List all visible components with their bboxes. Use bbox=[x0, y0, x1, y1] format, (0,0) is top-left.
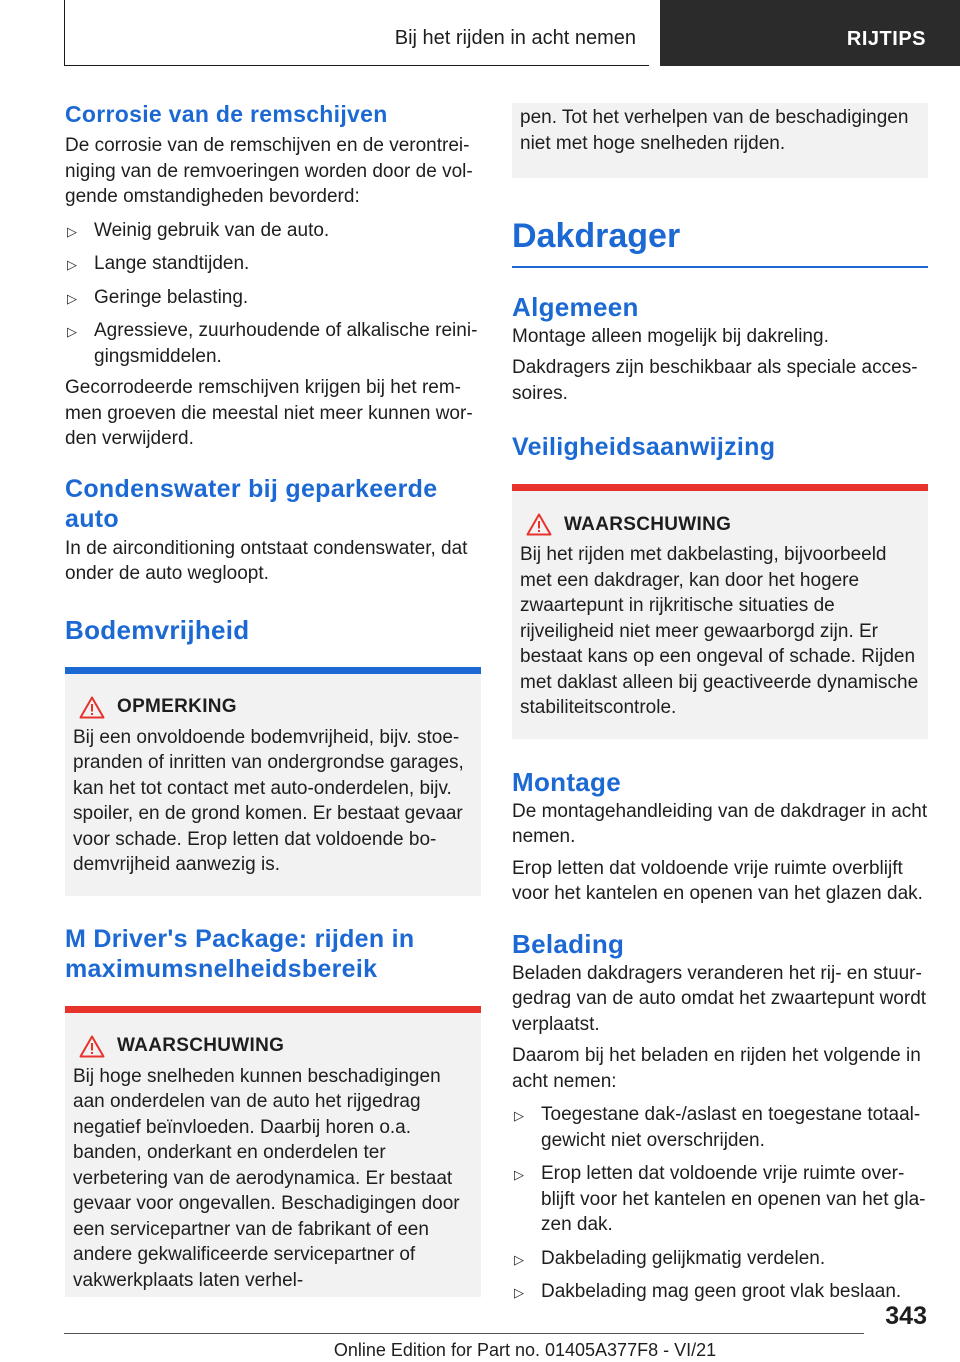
footer-divider bbox=[64, 1333, 864, 1334]
warning-box-mdp bbox=[65, 1006, 481, 1298]
left-column bbox=[65, 100, 481, 1297]
heading-veiligheidsaanwijzing: Veiligheidsaanwijzing bbox=[512, 433, 776, 461]
paragraph-belading-2: Daarom bij het beladen en rijden het volgende in acht nemen: bbox=[512, 1045, 921, 1092]
triangle-bullet-icon: ▷ bbox=[514, 1251, 524, 1267]
triangle-bullet-icon: ▷ bbox=[514, 1108, 524, 1123]
paragraph-montage-2: Erop letten dat voldoende vrije ruimte overblijft voor het kantelen en openen van het glazen dak. bbox=[512, 857, 923, 904]
triangle-bullet-icon: ▷ bbox=[67, 290, 77, 306]
list-item: ▷ Toegestane dak-/aslast en toegestane totaalgewicht niet overschrijden. bbox=[514, 1104, 921, 1151]
triangle-bullet-icon: ▷ bbox=[67, 223, 77, 239]
list-item: ▷ Dakbelading gelijkmatig verdelen. bbox=[512, 1246, 928, 1272]
list-item: ▷ Lange standtijden. bbox=[65, 251, 481, 277]
heading-condens: Condenswater bij geparkeerde auto bbox=[65, 474, 438, 533]
heading-underline bbox=[512, 266, 928, 268]
triangle-bullet-icon: ▷ bbox=[67, 324, 77, 339]
list-item: ▷ Weinig gebruik van de auto. bbox=[65, 218, 481, 244]
warning-triangle-icon bbox=[526, 513, 552, 536]
triangle-bullet-icon: ▷ bbox=[514, 1167, 524, 1182]
triangle-bullet-icon: ▷ bbox=[514, 1285, 524, 1300]
list-item: ▷ Geringe belasting. bbox=[65, 285, 481, 311]
heading-bodemvrijheid: Bodemvrijheid bbox=[65, 614, 250, 645]
right-column bbox=[512, 103, 928, 1305]
warning-title: WAARSCHUWING bbox=[117, 1035, 285, 1056]
chapter-tab bbox=[660, 0, 960, 66]
header-section-title: Bij het rijden in acht nemen bbox=[394, 27, 636, 49]
heading-m-drivers-package: M Driver's Package: rijden in maximumsnelheidsbereik bbox=[65, 924, 415, 983]
heading-algemeen: Algemeen bbox=[512, 291, 639, 322]
page-number: 343 bbox=[885, 1302, 927, 1330]
warning-box-continuation bbox=[512, 103, 928, 178]
paragraph-condens: In de airconditioning ontstaat condenswater, dat onder de auto wegloopt. bbox=[65, 537, 468, 584]
list-item: ▷ Agressieve, zuurhoudende of alkalische reinigingsmiddelen. bbox=[67, 320, 478, 367]
warning-triangle-icon bbox=[79, 1035, 105, 1058]
paragraph-corrosie-intro: De corrosie van de remschijven en de verontreiniging van de remvoeringen worden door de volgende omstandigheden bevorderd: bbox=[65, 135, 473, 207]
warning-text-continued: pen. Tot het verhelpen van de beschadigingen niet met hoge snelheden rijden. bbox=[520, 107, 909, 154]
warning-text: Bij hoge snelheden kunnen beschadigingen aan onderdelen van de auto het rijgedrag negatief beïnvloeden. Daarbij horen o.a. banden, onderkant en onderdelen ter verbetering van de aerodynamica. Er bestaat gevaar voor ongevallen. Beschadigingen door een servicepartner van de fabrikant of een andere gekwalificeerde servicepartner of vakwerkplaats laten verhel- bbox=[73, 1065, 460, 1291]
warning-title: WAARSCHUWING bbox=[564, 513, 732, 535]
paragraph-corrosie-outro: Gecorrodeerde remschijven krijgen bij het remmen groeven die meestal niet meer kunnen worden verwijderd. bbox=[65, 377, 473, 449]
heading-dakdrager: Dakdrager bbox=[512, 217, 681, 255]
page-header bbox=[0, 0, 960, 66]
list-item: ▷ Dakbelading mag geen groot vlak beslaan. bbox=[512, 1279, 928, 1305]
heading-belading: Belading bbox=[512, 928, 625, 959]
paragraph-belading-1: Beladen dakdragers veranderen het rij- en stuurgedrag van de auto omdat het zwaartepunt wordt verplaatst. bbox=[512, 962, 927, 1035]
paragraph-algemeen-2: Dakdragers zijn beschikbaar als speciale accessoires. bbox=[512, 357, 918, 404]
heading-montage: Montage bbox=[512, 766, 621, 797]
notice-title: OPMERKING bbox=[117, 696, 237, 717]
list-belading bbox=[512, 1102, 928, 1305]
triangle-bullet-icon: ▷ bbox=[67, 257, 77, 272]
chapter-tab-label: RIJTIPS bbox=[846, 28, 926, 50]
paragraph-algemeen-1: Montage alleen mogelijk bij dakreling. bbox=[512, 325, 829, 347]
list-corrosie bbox=[65, 218, 481, 370]
notice-box-opmerking bbox=[65, 667, 481, 896]
warning-box-veiligheid bbox=[512, 484, 928, 739]
footer-edition: Online Edition for Part no. 01405A377F8 - VI/21 bbox=[333, 1340, 717, 1360]
paragraph-montage-1: De montagehandleiding van de dakdrager in acht nemen. bbox=[512, 800, 928, 847]
notice-text: Bij een onvoldoende bodemvrijheid, bijv. stoepranden of inritten van ondergrondse garages, kan het tot contact met auto-onderdelen, bijv. spoiler, en de grond komen. Er bestaat gevaar voor schade. Erop letten dat voldoende bodemvrijheid aanwezig is. bbox=[73, 726, 464, 875]
list-item: ▷ Erop letten dat voldoende vrije ruimte overblijft voor het kantelen en openen van het glazen dak. bbox=[514, 1163, 926, 1235]
warning-text: Bij het rijden met dakbelasting, bijvoorbeeld met een dakdrager, kan door het hogere zwaartepunt in rijkritische situaties de rijveiligheid niet meer gewaarborgd zijn. Er bestaat kans op een ongeval of schade. Rijden met daklast alleen bij geactiveerde dynamische stabiliteitscontrole. bbox=[520, 544, 919, 718]
heading-corrosie: Corrosie van de remschijven bbox=[65, 101, 388, 127]
warning-triangle-icon bbox=[79, 696, 105, 719]
